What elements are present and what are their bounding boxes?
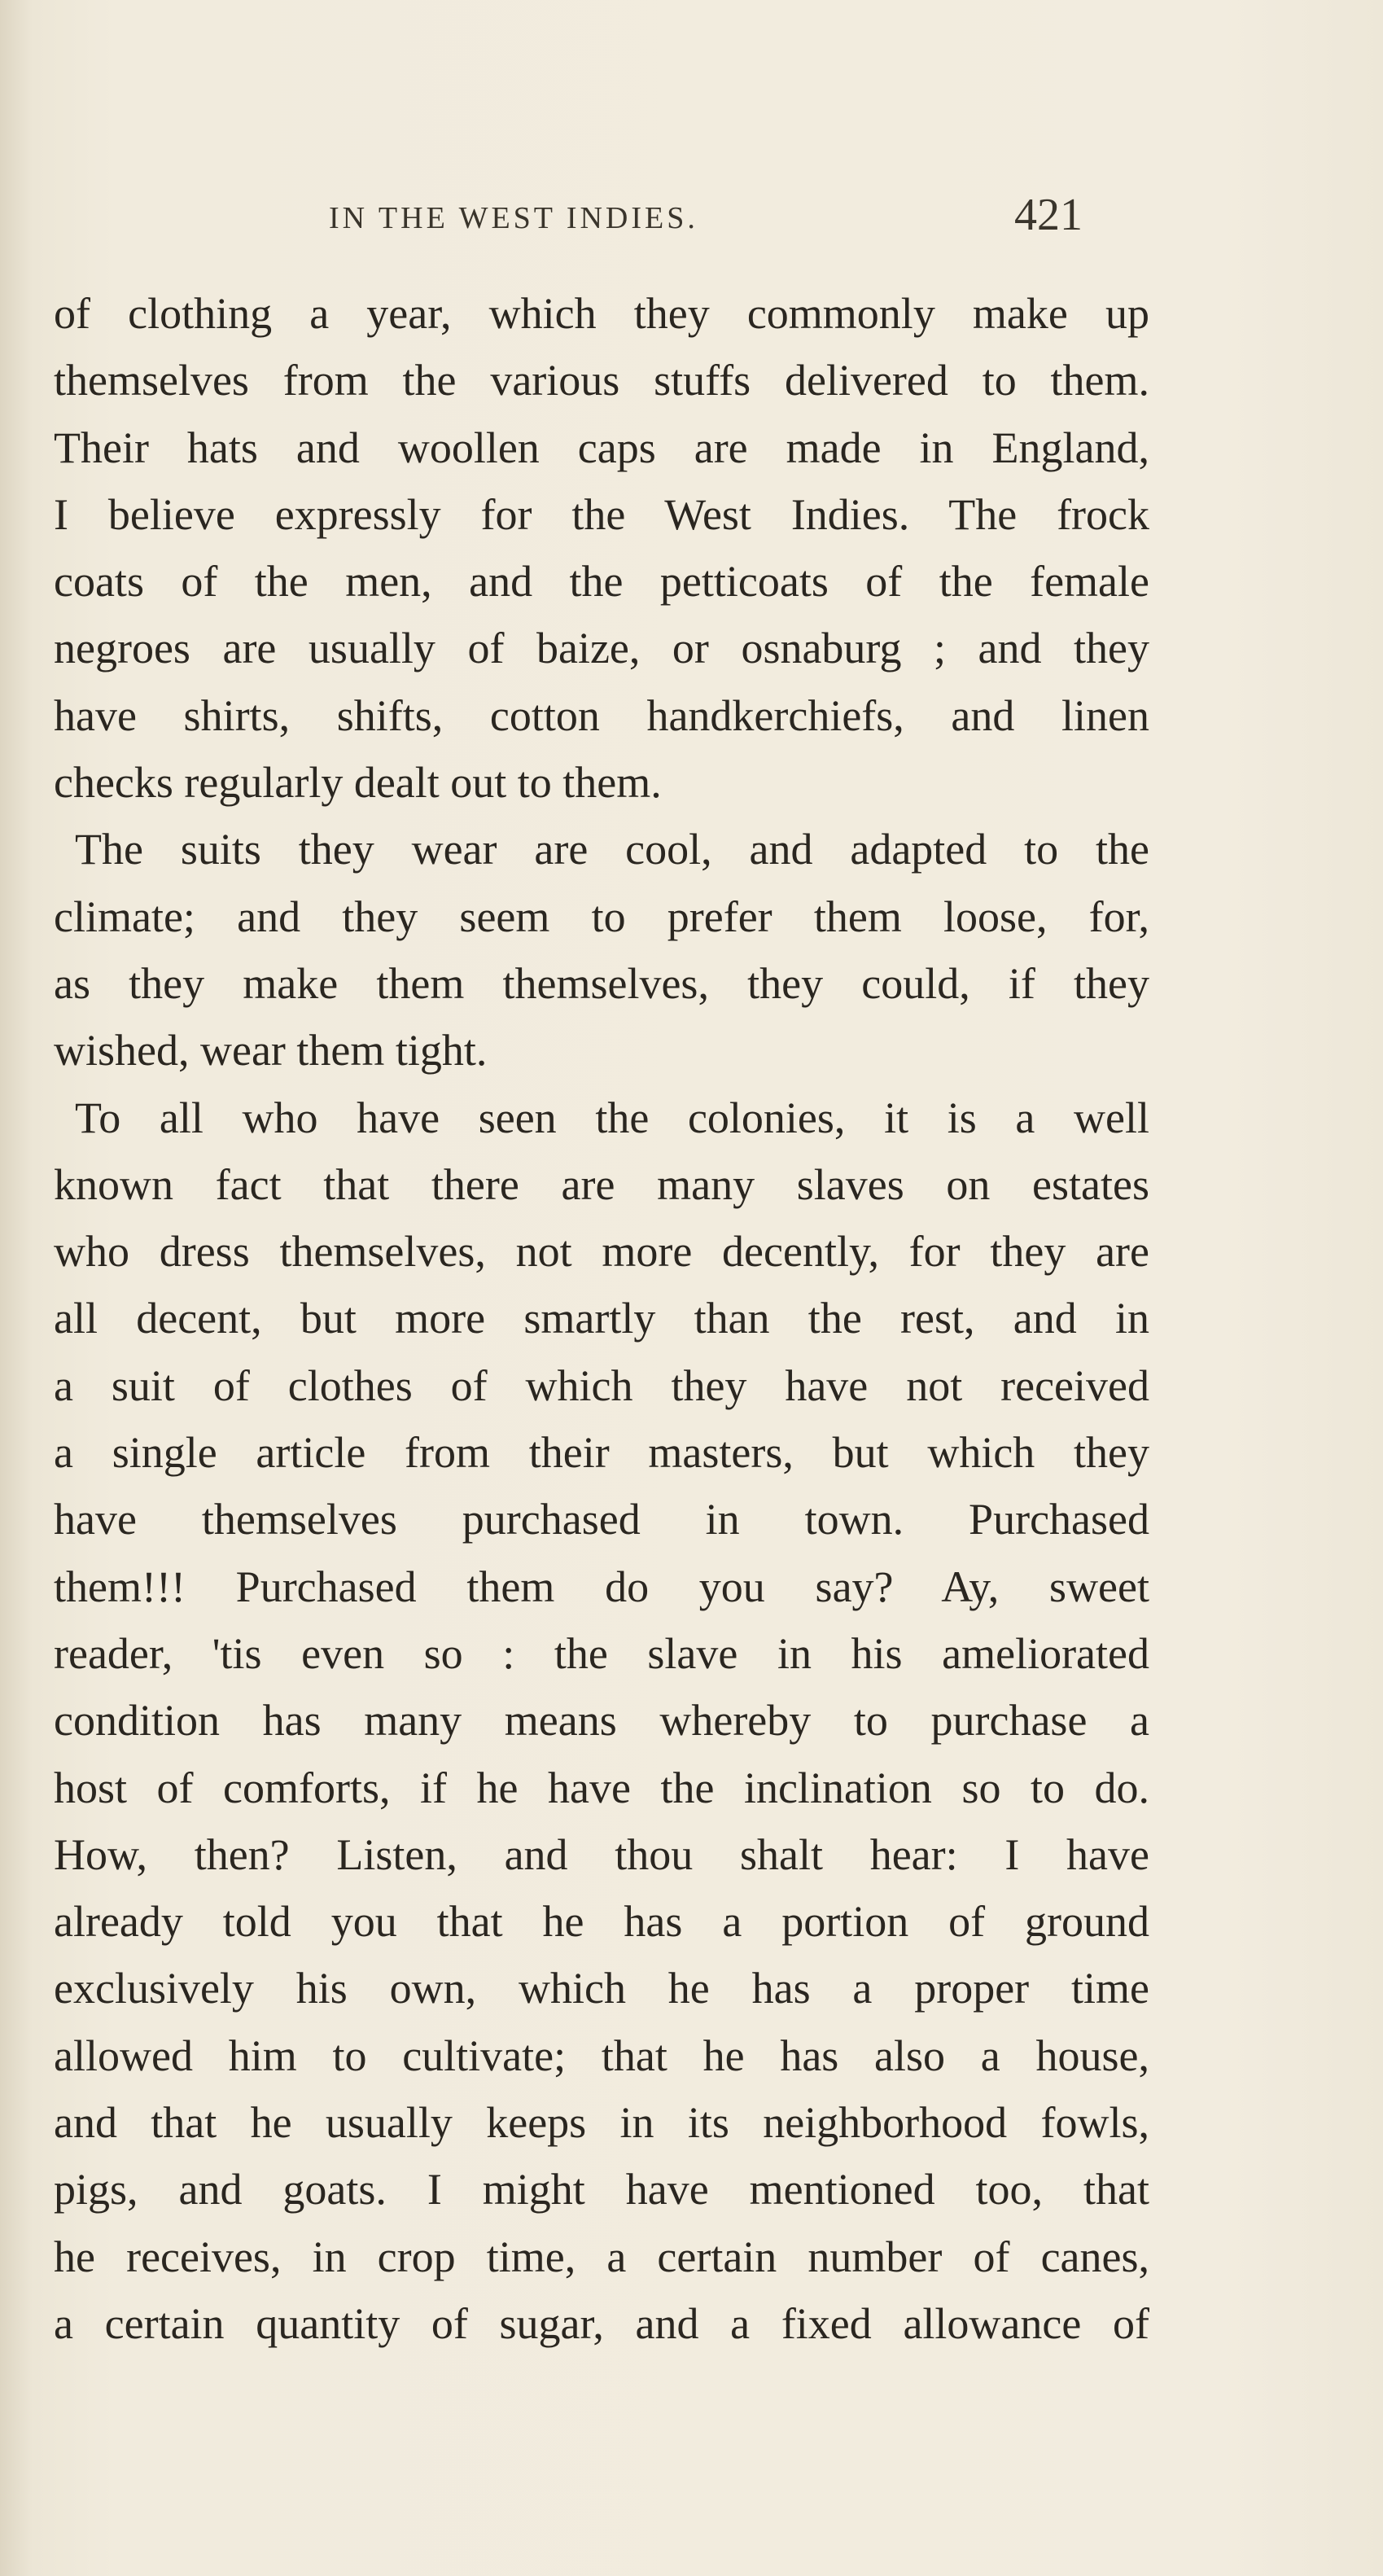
text-line: host of comforts, if he have the inclination so to do. xyxy=(54,1763,1149,1812)
text-line: How, then? Listen, and thou shalt hear: I have xyxy=(54,1829,1149,1879)
text-line: checks regularly dealt out to them. xyxy=(54,758,662,808)
text-line: Their hats and woollen caps are made in England, xyxy=(54,423,1149,472)
text-line: a suit of clothes of which they have not received xyxy=(54,1360,1149,1410)
text-line: already told you that he has a portion of ground xyxy=(54,1897,1149,1947)
text-line: allowed him to cultivate; that he has also a house, xyxy=(54,2031,1149,2080)
text-line: exclusively his own, which he has a proper time xyxy=(54,1964,1149,2013)
text-line: he receives, in crop time, a certain number of canes, xyxy=(54,2232,1149,2281)
text-line: climate; and they seem to prefer them loose, for, xyxy=(54,892,1149,941)
page-header xyxy=(0,189,1383,246)
text-line: all decent, but more smartly than the rest, and in xyxy=(54,1294,1149,1343)
text-line: known fact that there are many slaves on estates xyxy=(54,1159,1149,1209)
body-text xyxy=(54,280,1149,2357)
text-line: them!!! Purchased them do you say? Ay, sweet xyxy=(54,1562,1149,1611)
text-line: wished, wear them tight. xyxy=(54,1026,488,1076)
text-line: who dress themselves, not more decently, for they are xyxy=(54,1227,1149,1277)
text-line: I believe expressly for the West Indies. The frock xyxy=(54,489,1149,539)
text-line: have themselves purchased in town. Purchased xyxy=(54,1495,1149,1544)
text-line: coats of the men, and the petticoats of the female xyxy=(54,557,1149,607)
text-line: have shirts, shifts, cotton handkerchiefs, and linen xyxy=(54,690,1149,740)
text-line: The suits they wear are cool, and adapted to the xyxy=(75,825,1149,874)
page-number: 421 xyxy=(1014,190,1083,240)
text-line: as they make them themselves, they could, if they xyxy=(54,958,1149,1008)
text-line: a certain quantity of sugar, and a fixed allowance of xyxy=(54,2298,1149,2348)
text-line: themselves from the various stuffs delivered to them. xyxy=(54,356,1149,405)
text-line: and that he usually keeps in its neighborhood fowls, xyxy=(54,2098,1149,2148)
text-line: condition has many means whereby to purchase a xyxy=(54,1696,1149,1746)
text-line: pigs, and goats. I might have mentioned too, that xyxy=(54,2165,1149,2215)
text-line: of clothing a year, which they commonly make up xyxy=(54,289,1149,338)
text-line: a single article from their masters, but which they xyxy=(54,1428,1149,1478)
running-head: IN THE WEST INDIES. xyxy=(329,201,698,235)
text-line: negroes are usually of baize, or osnaburg ; and they xyxy=(54,624,1149,673)
text-line: reader, 'tis even so : the slave in his ameliorated xyxy=(54,1628,1149,1678)
text-line: To all who have seen the colonies, it is a well xyxy=(75,1093,1149,1142)
